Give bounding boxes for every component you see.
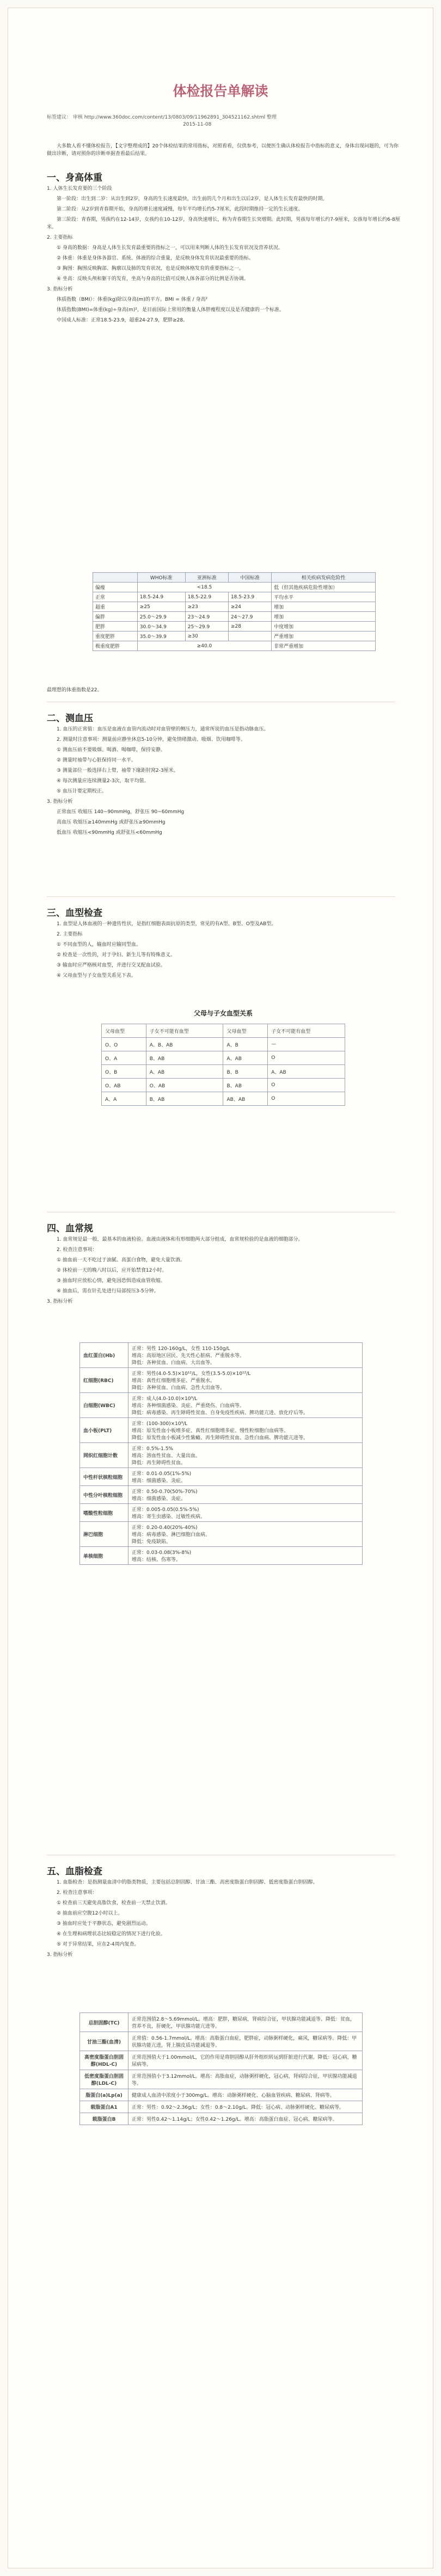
paragraph: ④ 抽血后，需在针孔处进行局部按压3-5分钟。 <box>57 1289 159 1294</box>
paragraph: ③ 测量部位一般选择右上臂，袖带下缘距肘窝2-3厘米。 <box>57 768 179 773</box>
paragraph: 2. 主要指标 <box>57 932 83 937</box>
row-label: 载脂蛋白A1 <box>80 2101 128 2113</box>
subheading: 3. 指标分析 <box>47 1952 73 1958</box>
paragraph: ③ 抽血时应处于平静状态，避免剧烈运动。 <box>57 1921 151 1927</box>
table-note: 最理想的体重指数是22。 <box>47 688 102 693</box>
paragraph: ① 检查前三天避免高脂饮食，检查前一天禁止饮酒。 <box>57 1900 170 1906</box>
table-row <box>102 1092 345 1106</box>
paragraph: ③ 输血时应严格核对血型，并进行交叉配血试验。 <box>57 963 166 968</box>
section-2-body <box>47 726 401 839</box>
table-row <box>80 2113 363 2125</box>
blood-type-table <box>101 1024 345 1106</box>
row-label: 淋巴细胞 <box>80 1522 128 1547</box>
paragraph: 1. 血常规是最一般，最基本的血液检验。血液由液体和有形细胞两大部分组成，血常规检验的是血液的细胞部分。 <box>57 1237 303 1242</box>
paragraph: 第二阶段：从2岁到青春期开始，身高的增长速度减慢，每年平均增长约5-7厘米，此段时期维持一定的生长速度。 <box>57 207 303 212</box>
paragraph: ① 测血压前不要吸烟、喝酒、喝咖啡，保持安静。 <box>57 747 166 753</box>
table-cell: O、AB <box>102 1079 146 1092</box>
table-cell: 低（但其他疾病危险性增加） <box>272 583 376 592</box>
table-cell: A、A <box>102 1092 146 1106</box>
row-value: 正常：0.5%-1.5% 增高：溶血性贫血、大量出血。 降低：再生障碍性贫血。 <box>128 1443 363 1468</box>
table-cell: ≥25 <box>137 602 185 612</box>
table-row <box>93 592 376 602</box>
row-label: 总胆固醇(TC) <box>80 2013 128 2032</box>
paragraph: ③ 胸围：胸围反映胸部、胸廓以及肺的发育状况，也是反映体格发育的重要指标之一。 <box>57 266 244 271</box>
intro <box>47 143 401 160</box>
table-header-cell: 相关疾病发病危险性 <box>272 573 376 583</box>
table-row <box>93 602 376 612</box>
table-header-cell: 子女不可能有血型 <box>268 1024 345 1038</box>
table-row <box>80 1504 363 1522</box>
table-row <box>102 1079 345 1092</box>
table-cell: 中度增加 <box>272 622 376 631</box>
table-row <box>80 2032 363 2051</box>
paragraph: 第三阶段：青春期，男孩约在12-14岁，女孩约在10-12岁，身高快速增长，称为青春期生长突增期。此时期，男孩每年增长约7-9厘米，女孩每年增长约6-8厘米。 <box>47 217 400 230</box>
table-cell: 30.0～34.9 <box>137 622 185 631</box>
row-label: 脂蛋白(a)Lp(a) <box>80 2089 128 2101</box>
article-meta <box>47 114 395 128</box>
paragraph: 中国成人标准：正常18.5-23.9，超重24-27.9，肥胖≥28。 <box>57 318 188 323</box>
paragraph: ③ 抽血时应放松心情，避免因恐惧造成血管收缩。 <box>57 1278 166 1284</box>
table-cell: O、A <box>102 1051 146 1065</box>
table-cell: 正常 <box>93 592 138 602</box>
table-header-cell: 亚洲标准 <box>185 573 228 583</box>
paragraph: 1. 血压的正常值：血压是血液在血管内流动时对血管壁的侧压力，通常所说的血压是指动脉血压。 <box>57 727 269 732</box>
table-cell: ≥24 <box>228 602 271 612</box>
table-cell: 增加 <box>272 612 376 622</box>
table-header-cell: WHO标准 <box>137 573 185 583</box>
table-cell: O、O <box>102 1038 146 1051</box>
row-label: 中性分叶核粒细胞 <box>80 1486 128 1504</box>
paragraph: 体质指数（BMI）：体重(kg)除以身高(m)的平方。BMI = 体重 / 身高² <box>57 297 208 302</box>
table-cell: ≥30 <box>185 631 228 641</box>
row-label: 甘油三酯(血清) <box>80 2032 128 2051</box>
paragraph: ④ 坐高：反映头颅和躯干的发育，坐高与身高的比值可反映人体各部分的比例是否协调。 <box>57 276 249 282</box>
paragraph: 正常血压 收缩压 140~90mmHg，舒张压 90~60mmHg <box>57 809 185 815</box>
table-cell: O <box>268 1092 345 1106</box>
table-header-cell <box>93 573 138 583</box>
table-row <box>80 1368 363 1393</box>
row-value: 正常：0.005-0.05(0.5%-5%) 增高：寄生虫感染、过敏性疾病。 <box>128 1504 363 1522</box>
subheading: 1. 人体生长发育要的三个阶段 <box>47 186 112 191</box>
paragraph: ⑤ 血压计要定期校正。 <box>57 789 107 794</box>
table-row <box>80 1522 363 1547</box>
paragraph: 2. 检查注意事项： <box>57 1247 97 1253</box>
table-cell: 重度肥胖 <box>93 631 138 641</box>
table-cell: <18.5 <box>137 583 271 592</box>
table-cell: 23～24.9 <box>185 612 228 622</box>
paragraph: ① 抽血前一天不吃过于油腻、高蛋白食物，避免大量饮酒。 <box>57 1258 185 1263</box>
paragraph: ④ 父母血型与子女血型关系见下表。 <box>57 973 136 979</box>
table-cell: B、B <box>223 1065 268 1079</box>
paragraph: 2. 测量时注意事项：测量前应静坐休息5-10分钟，避免情绪激动、吸烟、饮用咖啡等。 <box>57 737 246 742</box>
table-row <box>80 1486 363 1504</box>
paragraph: ② 检查是一次性的，对于孕妇、新生儿等有特殊意义。 <box>57 952 175 958</box>
paragraph: ① 不同血型的人，输血时应输同型血。 <box>57 942 141 948</box>
table-row <box>80 1418 363 1443</box>
table-header-cell: 中国标准 <box>228 573 271 583</box>
row-label: 嗜酸性粒细胞 <box>80 1504 128 1522</box>
table-cell: 偏瘦 <box>93 583 138 592</box>
paragraph: ② 测量时袖带与心脏保持同一水平。 <box>57 758 136 763</box>
row-value: 正常范围值大于1.00mmol/L，它的作用是将胆固醇从肝外组织转运到肝脏进行代谢。降低：冠心病，糖尿病等。 <box>128 2051 363 2070</box>
section-4-body <box>47 1236 401 1308</box>
table-row <box>80 1343 363 1368</box>
row-value: 正常：男性：0.92～2.36g/L；女性：0.8～2.10g/L。降低：冠心病、动脉粥样硬化、糖尿病等。 <box>128 2101 363 2113</box>
row-value: 正常范围值小于3.12mmol/L。增高：高脂血症，动脉粥样硬化，冠心病，肾病综合征，甲状腺功能减退等。 <box>128 2070 363 2089</box>
table-cell: 偏胖 <box>93 612 138 622</box>
row-value: 正常：0.01-0.05(1%-5%) 增高：细菌感染、炎症。 <box>128 1468 363 1486</box>
table-cell: 18.5-22.9 <box>185 592 228 602</box>
table-header-row <box>102 1024 345 1038</box>
table-header-cell: 子女不可能有血型 <box>146 1024 223 1038</box>
row-value: 正常：(100-300)×10⁹/L 增高：原发性血小板增多症、真性红细胞增多症、慢性粒细胞白血病等。 降低：原发性血小板减少性紫癜、再生障碍性贫血、急性白血病、脾功能亢进等。 <box>128 1418 363 1443</box>
table-cell: A、B、AB <box>146 1038 223 1051</box>
table-cell: 平均水平 <box>272 592 376 602</box>
row-label: 白细胞(WBC) <box>80 1393 128 1418</box>
subheading: 3. 指标分析 <box>47 1299 73 1304</box>
table-row <box>80 1443 363 1468</box>
paragraph: ⑤ 对于异常结果，应在2-4周内复查。 <box>57 1942 139 1947</box>
table-cell: A、AB <box>223 1051 268 1065</box>
table-row <box>80 2089 363 2101</box>
table-cell: AB、AB <box>223 1092 268 1106</box>
intro-paragraph: 大多数人看不懂体检报告，【文字整理成的】20个体检结果的常用指标，对照看看，仅供参考，以便医生确认体检报告中指标的意义，身体出现问题的，可为你做出诊断，请对照你的诊断单据查看最后结果。 <box>47 144 399 157</box>
table-cell: 35.0～39.9 <box>137 631 185 641</box>
row-label: 红细胞(RBC) <box>80 1368 128 1393</box>
paragraph: 低血压 收缩压<90mmHg 或舒张压<60mmHg <box>57 830 162 835</box>
row-value: 正常：男性(4.0-5.5)×10¹²/L，女性(3.5-5.0)×10¹²/L 增高：真性红细胞增多症、严重脱水。 降低：各种贫血、白血病、急性大出血等。 <box>128 1368 363 1393</box>
table-cell: 超重 <box>93 602 138 612</box>
section-heading-4: 四、血常规 <box>47 1223 93 1234</box>
paragraph: ④ 在生理和病理状态比较稳定的情况下进行化验。 <box>57 1931 166 1937</box>
subheading: 3. 指标分析 <box>47 287 73 292</box>
table-row <box>80 2101 363 2113</box>
table-row <box>80 1393 363 1418</box>
row-value: 正常：0.50-0.70(50%-70%) 增高：细菌感染、炎症。 <box>128 1486 363 1504</box>
paragraph: ② 体检前一天的晚八时以后，应开始禁食12小时。 <box>57 1268 167 1273</box>
table-cell: 肥胖 <box>93 622 138 631</box>
table-cell: O、AB <box>146 1079 223 1092</box>
section-heading-5: 五、血脂检查 <box>47 1866 102 1877</box>
table-cell: 25.0～29.9 <box>137 612 185 622</box>
section-3-body <box>47 920 401 982</box>
table-cell: O、B <box>102 1065 146 1079</box>
row-value: 正常值：0.56-1.7mmol/L。增高：高脂蛋白血症，肥胖症，动脉粥样硬化，痛风，糖尿病等。降低：甲状腺功能亢进，肾上腺皮质功能减退等。 <box>128 2032 363 2051</box>
paragraph: ④ 每次测量应连续测量2-3次，取平均值。 <box>57 778 149 784</box>
paragraph: 第一阶段：出生到二岁：从出生到2岁，身高的生长速度最快，出生前的几个月和出生以后2岁，是人体生长发育最快的时期。 <box>57 196 328 202</box>
row-value: 正常：成人(4.0-10.0)×10⁹/L 增高：各种细菌感染、炎症、严重烧伤、白血病等。 降低：病毒感染、再生障碍性贫血、自身免疫性疾病、脾功能亢进、放化疗后等。 <box>128 1393 363 1418</box>
table-row <box>93 583 376 592</box>
table-cell: A、AB <box>268 1065 345 1079</box>
paragraph: ① 身高的数据：身高是人体生长发育最重要的指标之一，可以用来判断人体的生长发育状况及营养状况。 <box>57 245 283 251</box>
table-header-row <box>93 573 376 583</box>
row-label: 低密度脂蛋白胆固醇(LDL-C) <box>80 2070 128 2089</box>
bmi-table <box>93 572 376 651</box>
table-cell: O <box>268 1051 345 1065</box>
table-row <box>80 2070 363 2089</box>
section-1-body <box>47 185 401 327</box>
table-cell: 非常严重增加 <box>272 641 376 651</box>
subheading: 2. 主要指标 <box>47 235 73 240</box>
table-row <box>80 1547 363 1565</box>
row-label: 中性杆状核粒细胞 <box>80 1468 128 1486</box>
table-cell: B、AB <box>146 1051 223 1065</box>
table-row <box>93 612 376 622</box>
row-label: 血小板(PLT) <box>80 1418 128 1443</box>
row-label: 血红蛋白(Hb) <box>80 1343 128 1368</box>
paragraph: ② 抽血前应空腹12小时以上。 <box>57 1911 123 1916</box>
subheading: 3. 指标分析 <box>47 799 73 804</box>
table-header-cell: 父母血型 <box>223 1024 268 1038</box>
row-value: 正常：男性 120-160g/L，女性 110-150g/L 增高：高原地区居民、先天性心脏病、严重脱水等。 降低：各种贫血、白血病、大出血等。 <box>128 1343 363 1368</box>
table-header-cell: 父母血型 <box>102 1024 146 1038</box>
blood-table-title: 父母与子女血型关系 <box>193 1010 253 1017</box>
row-label: 载脂蛋白B <box>80 2113 128 2125</box>
table-cell: B、AB <box>223 1079 268 1092</box>
table-cell: 18.5-23.9 <box>228 592 271 602</box>
table-cell: 18.5-24.9 <box>137 592 185 602</box>
table-cell: — <box>268 1038 345 1051</box>
paragraph: ② 体重：体重是身体各器官、系统、体液的综合重量，是反映身体发育状况最重要的指标。 <box>57 256 254 261</box>
section-heading-1: 一、身高体重 <box>47 172 102 183</box>
table-row <box>93 622 376 631</box>
blood-routine-table <box>79 1342 363 1565</box>
table-row <box>80 2051 363 2070</box>
table-cell <box>228 631 271 641</box>
divider <box>47 896 395 897</box>
section-heading-2: 二、测血压 <box>47 713 93 724</box>
paragraph: 1. 血脂检查：是指测量血清中的脂类物质，主要包括总胆固醇、甘油三酯、高密度脂蛋白胆固醇、低密度脂蛋白胆固醇。 <box>57 1880 318 1885</box>
section-5-body <box>47 1879 401 1961</box>
table-cell: O <box>268 1079 345 1092</box>
table-cell: A、AB <box>146 1065 223 1079</box>
row-value: 正常范围值2.8～5.69mmol/L。增高：肥胖，糖尿病，肾病综合征，甲状腺功能减退等。降低：贫血，营养不良，肝硬化，甲状腺功能亢进等。 <box>128 2013 363 2032</box>
source-line[interactable]: 标签建议： 审核 http://www.360doc.com/content/13/0803/09/11962891_304521162.shtml 整理 <box>47 115 277 120</box>
page-title: 体检报告单解读 <box>173 83 268 99</box>
table-cell: 24～27.9 <box>228 612 271 622</box>
lipid-table <box>79 2013 363 2125</box>
table-row <box>80 1468 363 1486</box>
table-row <box>93 631 376 641</box>
paragraph: 体质指数(BMI)=体重(kg)÷身高(m)²，是目前国际上常用的衡量人体胖瘦程度以及是否健康的一个标准。 <box>57 307 285 313</box>
section-heading-3: 三、血型检查 <box>47 908 102 919</box>
table-cell: ≥40.0 <box>137 641 271 651</box>
row-label: 网织红细胞计数 <box>80 1443 128 1468</box>
row-value: 正常：0.03-0.08(3%-8%) 增高：结核、伤寒等。 <box>128 1547 363 1565</box>
paragraph: 2. 检查注意事项： <box>57 1890 97 1896</box>
row-label: 单核细胞 <box>80 1547 128 1565</box>
table-row <box>93 641 376 651</box>
table-row <box>102 1065 345 1079</box>
paragraph: 1. 血型是人体血液的一种遗传性状，是指红细胞表面抗原的类型，常见的有A型、B型、O型及AB型。 <box>57 921 277 927</box>
table-row <box>102 1038 345 1051</box>
table-cell: B、AB <box>146 1092 223 1106</box>
row-value: 正常：男性0.42～1.14g/L；女性0.42～1.26g/L。增高：高脂蛋白血症、冠心病、糖尿病等。 <box>128 2113 363 2125</box>
paragraph: 高血压 收缩压≥140mmHg 或舒张压≥90mmHg <box>57 820 166 825</box>
table-cell: ≥28 <box>228 622 271 631</box>
table-cell: 严重增加 <box>272 631 376 641</box>
table-cell: 25～29.9 <box>185 622 228 631</box>
row-value: 正常：0.20-0.40(20%-40%) 增高：病毒感染、淋巴细胞白血病。 降低：免疫缺陷。 <box>128 1522 363 1547</box>
table-row <box>102 1051 345 1065</box>
table-cell: ≥23 <box>185 602 228 612</box>
table-cell: 增加 <box>272 602 376 612</box>
row-value: 健康成人血清中浓度小于300mg/L。增高：动脉粥样硬化、心脑血管疾病、糖尿病、肾病等。 <box>128 2089 363 2101</box>
table-cell: A、B <box>223 1038 268 1051</box>
row-label: 高密度脂蛋白胆固醇(HDL-C) <box>80 2051 128 2070</box>
date-line: 2015-11-08 <box>183 122 212 127</box>
table-row <box>80 2013 363 2032</box>
table-cell: 极重度肥胖 <box>93 641 138 651</box>
